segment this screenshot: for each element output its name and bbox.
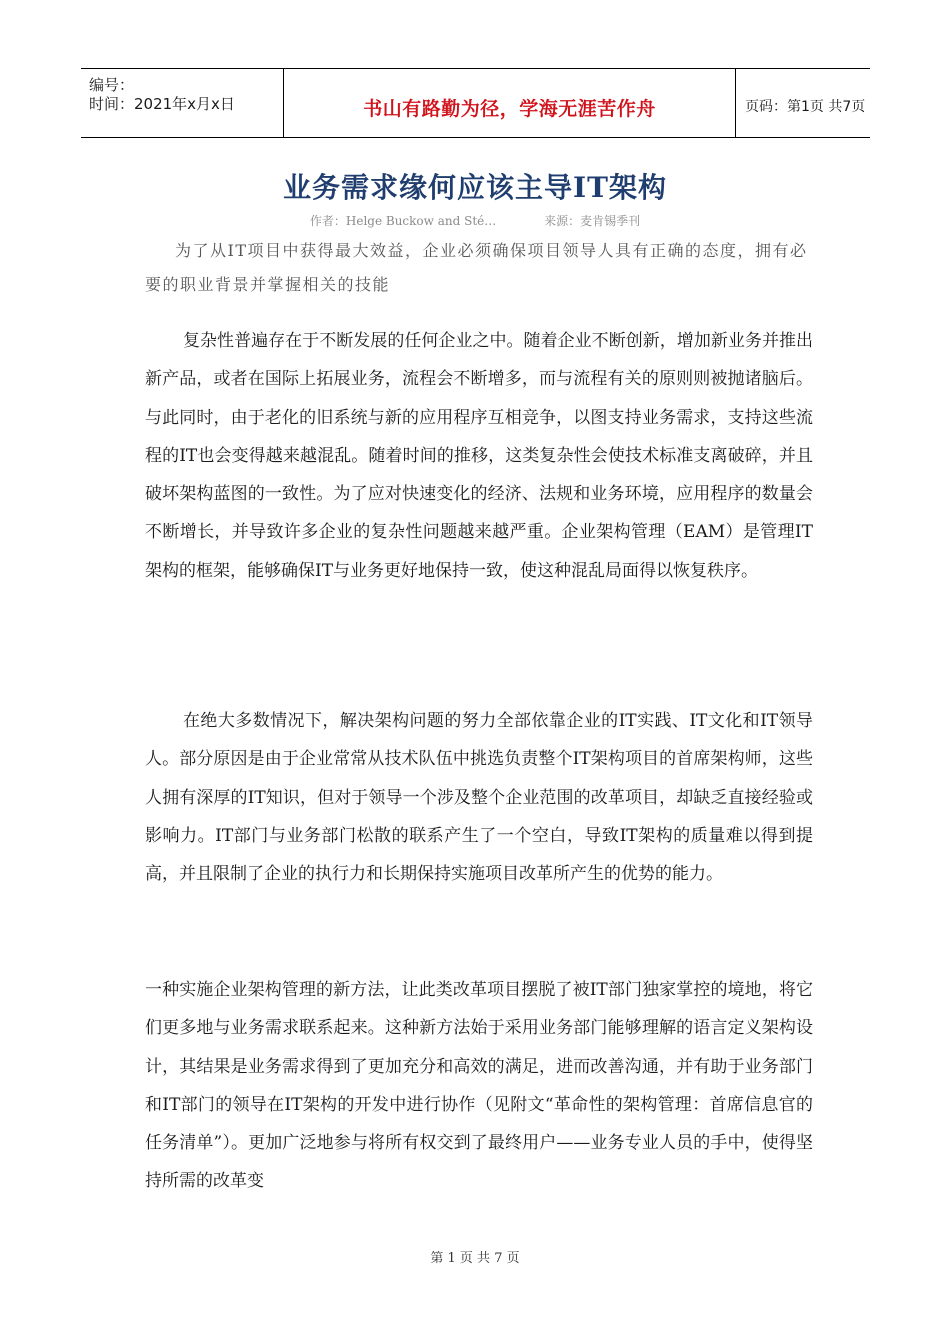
body-paragraph: 复杂性普遍存在于不断发展的任何企业之中。随着企业不断创新，增加新业务并推出新产品，或者在国际上拓展业务，流程会不断增多，而与流程有关的原则则被抛诸脑后。与此同时，由于老化的旧系统与新的应用程序互相竞争，以图支持业务需求，支持这些流程的IT也会变得越来越混乱。随着时间的推移，这类复杂性会使技术标准支离破碎，并且破坏架构蓝图的一致性。为了应对快速变化的经济、法规和业务环境，应用程序的数量会不断增长，并导致许多企业的复杂性问题越来越严重。企业架构管理（EAM）是管理IT架构的框架，能够确保IT与业务更好地保持一致，使这种混乱局面得以恢复秩序。: [145, 331, 813, 581]
body-paragraph: 在绝大多数情况下，解决架构问题的努力全部依靠企业的IT实践、IT文化和IT领导人。部分原因是由于企业常常从技术队伍中挑选负责整个IT架构项目的首席架构师，这些人拥有深厚的IT知识，但对于领导一个涉及整个企业范围的改革项目，却缺乏直接经验或影响力。IT部门与业务部门松散的联系产生了一个空白，导致IT架构的质量难以得到提高，并且限制了企业的执行力和长期保持实施项目改革所产生的优势的能力。: [145, 711, 813, 885]
article-author: 作者：Helge Buckow and Sté…: [309, 214, 497, 228]
document-date-label: 时间：2021年x月x日: [89, 95, 235, 113]
document-number-label: 编号：: [89, 76, 135, 94]
article-lead: 为了从IT项目中获得最大效益，企业必须确保项目领导人具有正确的态度，拥有必要的职业背景并掌握相关的技能: [145, 241, 808, 294]
header-page-info: 页码：第1页 共7页: [745, 99, 866, 115]
document-header: [81, 68, 870, 138]
header-page-cell: [735, 69, 870, 137]
article-title: 业务需求缘何应该主导IT架构: [283, 171, 667, 204]
article-source: 来源：麦肯锡季刊: [544, 214, 641, 228]
header-motto-cell: [283, 69, 736, 137]
body-paragraph: 一种实施企业架构管理的新方法，让此类改革项目摆脱了被IT部门独家掌控的境地，将它们更多地与业务需求联系起来。这种新方法始于采用业务部门能够理解的语言定义架构设计，其结果是业务需求得到了更加充分和高效的满足，进而改善沟通，并有助于业务部门和IT部门的领导在IT架构的开发中进行协作（见附文“革命性的架构管理：首席信息官的任务清单”）。更加广泛地参与将所有权交到了最终用户——业务专业人员的手中，使得坚持所需的改革变: [145, 980, 813, 1192]
header-motto: 书山有路勤为径，学海无涯苦作舟: [363, 98, 656, 120]
header-info-cell: [81, 69, 283, 137]
page-footer: 第 1 页 共 7 页: [430, 1251, 520, 1266]
article-byline: [0, 212, 950, 229]
